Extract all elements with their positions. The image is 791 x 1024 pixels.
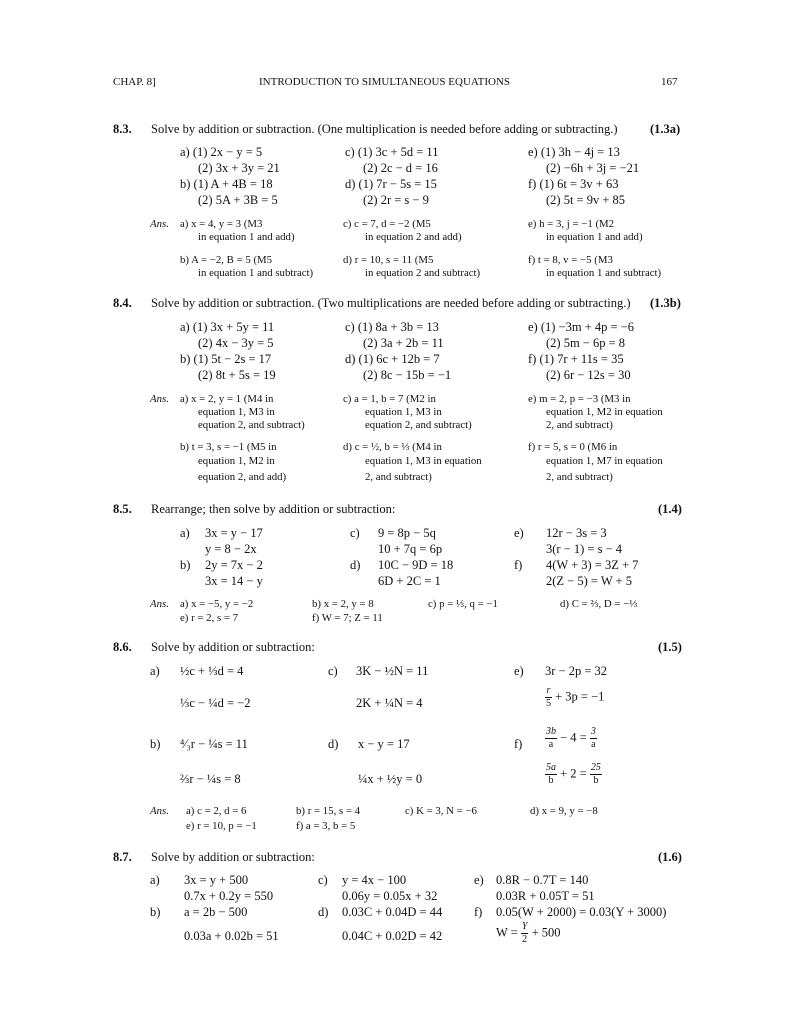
eq-8-7-a1: 3x = y + 500 [184,873,249,887]
problem-text-8-5: Rearrange; then solve by addition or subtraction: [151,502,396,516]
numerator: 3b [546,726,556,737]
eq-8-3-b1: b) (1) A + 4B = 18 [180,177,273,191]
eq-8-4-e2: (2) 5m − 6p = 8 [546,336,626,350]
eq-8-5-c1: 9 = 8p − 5q [378,526,436,540]
problem-text-8-7: Solve by addition or subtraction: [151,850,315,864]
eq-8-7-c1: y = 4x − 100 [342,873,407,887]
problem-text-8-3: Solve by addition or subtraction. (One multiplication is needed before adding or subtracting.) [151,122,618,136]
fraction-25-over-b [590,763,602,786]
eq-8-5-f2: 2(Z − 5) = W + 5 [546,574,632,588]
eq-8-6-a2: ⅓c − ¼d = −2 [180,696,251,710]
eq-8-6-f2 [545,763,602,786]
denominator: a [591,739,596,750]
answer-8-4-f-note2: 2, and subtract) [546,471,613,483]
answer-8-4-b: b) t = 3, s = −1 (M5 in [180,441,277,453]
problem-text-8-6: Solve by addition or subtraction: [151,640,315,654]
eq-8-4-d1: d) (1) 6c + 12b = 7 [345,352,440,366]
answer-8-3-a-note: in equation 1 and add) [198,231,295,243]
eq-8-3-e1: e) (1) 3h − 4j = 13 [528,145,620,159]
eq-8-7-b1: a = 2b − 500 [184,905,248,919]
answer-8-4-b-note1: equation 1, M2 in [198,455,275,467]
answer-8-5-f: f) W = 7; Z = 11 [312,612,383,624]
answer-8-4-d-note2: 2, and subtract) [365,471,432,483]
answer-8-6-e: e) r = 10, p = −1 [186,820,257,832]
answer-8-5-a: a) x = −5, y = −2 [180,598,254,610]
label-8-5-e: e) [514,526,524,540]
eq-8-5-f1: 4(W + 3) = 3Z + 7 [546,558,639,572]
numerator: Y [521,921,528,932]
problem-number-8-5: 8.5. [113,502,132,516]
eq-8-6-a1: ½c + ⅓d = 4 [180,664,244,678]
answer-8-4-a-note2: equation 2, and subtract) [198,419,305,431]
eq-8-3-b2: (2) 5A + 3B = 5 [198,193,278,207]
answer-8-4-d: d) c = ½, b = ⅓ (M4 in [343,441,442,453]
answer-8-4-e: e) m = 2, p = −3 (M3 in [528,393,631,405]
problem-ref-8-6: (1.5) [658,640,682,654]
numerator: 25 [590,762,601,773]
eq-8-6-e2-rest: + 3p = −1 [555,689,605,704]
label-8-5-d: d) [350,558,361,572]
answers-label-8-4: Ans. [150,393,169,405]
problem-ref-8-5: (1.4) [658,502,682,516]
answer-8-5-e: e) r = 2, s = 7 [180,612,239,624]
answers-label-8-5: Ans. [150,598,169,610]
eq-8-4-b2: (2) 8t + 5s = 19 [198,368,276,382]
problem-number-8-7: 8.7. [113,850,132,864]
answer-8-3-c: c) c = 7, d = −2 (M5 [343,218,431,230]
eq-8-5-a2: y = 8 − 2x [205,542,257,556]
answer-8-6-d: d) x = 9, y = −8 [530,805,598,817]
eq-8-5-e1: 12r − 3s = 3 [546,526,607,540]
eq-8-7-f2-rest: + 500 [531,925,561,940]
label-8-7-d: d) [318,905,329,919]
eq-8-4-f1: f) (1) 7r + 11s = 35 [528,352,624,366]
label-8-7-b: b) [150,905,161,919]
eq-8-6-c1: 3K − ½N = 11 [356,664,429,678]
answers-label-8-6: Ans. [150,805,169,817]
eq-8-6-e2 [545,686,604,709]
problem-ref-8-7: (1.6) [658,850,682,864]
eq-8-4-c1: c) (1) 8a + 3b = 13 [345,320,439,334]
eq-8-4-f2: (2) 6r − 12s = 30 [546,368,631,382]
answer-8-4-a: a) x = 2, y = 1 (M4 in [180,393,274,405]
eq-8-6-b2: ⅔r − ¼s = 8 [180,772,241,786]
answer-8-4-c: c) a = 1, b = 7 (M2 in [343,393,436,405]
eq-8-3-c2: (2) 2c − d = 16 [363,161,438,175]
numerator: 3 [590,726,596,737]
answer-8-5-d: d) C = ⅔, D = −⅓ [560,598,638,610]
answer-8-6-b: b) r = 15, s = 4 [296,805,361,817]
answer-8-3-d: d) r = 10, s = 11 (M5 [343,254,434,266]
answer-8-3-e-note: in equation 1 and add) [546,231,643,243]
label-8-6-f: f) [514,737,523,751]
eq-8-3-d1: d) (1) 7r − 5s = 15 [345,177,437,191]
eq-8-7-f2-lhs: W = [496,925,518,940]
eq-8-5-a1: 3x = y − 17 [205,526,263,540]
answer-8-4-c-note1: equation 1, M3 in [365,406,442,418]
eq-8-5-b1: 2y = 7x − 2 [205,558,263,572]
answer-8-3-b-note: in equation 1 and subtract) [198,267,314,279]
eq-8-4-d2: (2) 8c − 15b = −1 [363,368,452,382]
label-8-7-c: c) [318,873,328,887]
eq-8-5-e2: 3(r − 1) = s − 4 [546,542,623,556]
eq-8-4-c2: (2) 3a + 2b = 11 [363,336,444,350]
answer-8-3-c-note: in equation 2 and add) [365,231,462,243]
eq-8-7-e2: 0.03R + 0.05T = 51 [496,889,595,903]
label-8-5-b: b) [180,558,191,572]
running-title: INTRODUCTION TO SIMULTANEOUS EQUATIONS [259,76,511,88]
denominator: b [548,775,554,786]
denominator: 5 [546,698,551,709]
eq-8-6-f2-mid: + 2 = [560,766,587,781]
answer-8-3-d-note: in equation 2 and subtract) [365,267,481,279]
eq-8-6-e1: 3r − 2p = 32 [545,664,608,678]
eq-8-7-c2: 0.06y = 0.05x + 32 [342,889,438,903]
answer-8-5-b: b) x = 2, y = 8 [312,598,374,610]
eq-8-6-f1-mid: − 4 = [560,730,587,745]
label-8-7-f: f) [474,905,483,919]
eq-8-7-f2 [496,922,561,945]
answer-8-4-e-note2: 2, and subtract) [546,419,613,431]
eq-8-6-c2: 2K + ¼N = 4 [356,696,423,710]
fraction-5a-over-b [545,763,557,786]
fraction-3b-over-a [545,727,557,750]
answer-8-4-b-note2: equation 2, and add) [198,471,287,483]
label-8-6-a: a) [150,664,160,678]
eq-8-4-a2: (2) 4x − 3y = 5 [198,336,274,350]
eq-8-3-e2: (2) −6h + 3j = −21 [546,161,640,175]
answer-8-3-a: a) x = 4, y = 3 (M3 [180,218,263,230]
numerator: 5a [546,762,556,773]
eq-8-7-b2: 0.03a + 0.02b = 51 [184,929,279,943]
answer-8-4-e-note1: equation 1, M2 in equation [546,406,663,418]
eq-8-5-b2: 3x = 14 − y [205,574,263,588]
answer-8-6-c: c) K = 3, N = −6 [405,805,477,817]
label-8-7-a: a) [150,873,160,887]
label-8-7-e: e) [474,873,484,887]
eq-8-3-a1: a) (1) 2x − y = 5 [180,145,263,159]
answer-8-4-c-note2: equation 2, and subtract) [365,419,472,431]
fraction-r-over-5 [545,686,552,709]
answer-8-4-d-note1: equation 1, M3 in equation [365,455,482,467]
label-8-6-e: e) [514,664,524,678]
problem-ref-8-3: (1.3a) [650,122,681,136]
eq-8-3-c1: c) (1) 3c + 5d = 11 [345,145,439,159]
answer-8-4-f: f) r = 5, s = 0 (M6 in [528,441,618,453]
numerator: r [546,685,551,696]
label-8-5-a: a) [180,526,190,540]
eq-8-4-b1: b) (1) 5t − 2s = 17 [180,352,272,366]
answer-8-3-e: e) h = 3, j = −1 (M2 [528,218,615,230]
eq-8-7-d2: 0.04C + 0.02D = 42 [342,929,443,943]
answer-8-3-b: b) A = −2, B = 5 (M5 [180,254,273,266]
eq-8-7-f1: 0.05(W + 2000) = 0.03(Y + 3000) [496,905,667,919]
eq-8-7-e1: 0.8R − 0.7T = 140 [496,873,589,887]
eq-8-3-f2: (2) 5t = 9v + 85 [546,193,626,207]
eq-8-5-d2: 6D + 2C = 1 [378,574,441,588]
eq-8-6-b1: ⁴⁄₃r − ¼s = 11 [180,737,248,751]
problem-number-8-4: 8.4. [113,296,132,310]
eq-8-4-a1: a) (1) 3x + 5y = 11 [180,320,275,334]
eq-8-7-d1: 0.03C + 0.04D = 44 [342,905,443,919]
answer-8-4-a-note1: equation 1, M3 in [198,406,275,418]
answer-8-5-c: c) p = ⅓, q = −1 [428,598,498,610]
problem-text-8-4: Solve by addition or subtraction. (Two multiplications are needed before adding or subtracting.) [151,296,631,310]
denominator: a [548,739,554,750]
answer-8-3-f-note: in equation 1 and subtract) [546,267,662,279]
eq-8-3-f1: f) (1) 6t = 3v + 63 [528,177,619,191]
problem-number-8-6: 8.6. [113,640,132,654]
eq-8-3-d2: (2) 2r = s − 9 [363,193,429,207]
eq-8-5-c2: 10 + 7q = 6p [378,542,443,556]
problem-number-8-3: 8.3. [113,122,132,136]
eq-8-5-d1: 10C − 9D = 18 [378,558,454,572]
answer-8-4-f-note1: equation 1, M7 in equation [546,455,663,467]
denominator: 2 [522,934,528,945]
eq-8-3-a2: (2) 3x + 3y = 21 [198,161,280,175]
eq-8-6-f1 [545,727,597,750]
label-8-6-b: b) [150,737,161,751]
fraction-y-over-2 [521,922,529,945]
answer-8-6-f: f) a = 3, b = 5 [296,820,356,832]
eq-8-7-a2: 0.7x + 0.2y = 550 [184,889,274,903]
label-8-5-f: f) [514,558,523,572]
answer-8-3-f: f) t = 8, v = −5 (M3 [528,254,613,266]
eq-8-6-d2: ¼x + ½y = 0 [358,772,423,786]
fraction-3-over-a [590,727,597,750]
page-number: 167 [661,76,678,88]
eq-8-6-d1: x − y = 17 [358,737,410,751]
answer-8-6-a: a) c = 2, d = 6 [186,805,247,817]
label-8-6-d: d) [328,737,339,751]
chapter-label: CHAP. 8] [113,76,156,88]
label-8-6-c: c) [328,664,338,678]
eq-8-4-e1: e) (1) −3m + 4p = −6 [528,320,634,334]
denominator: b [593,775,599,786]
answers-label-8-3: Ans. [150,218,169,230]
label-8-5-c: c) [350,526,360,540]
problem-ref-8-4: (1.3b) [650,296,681,310]
